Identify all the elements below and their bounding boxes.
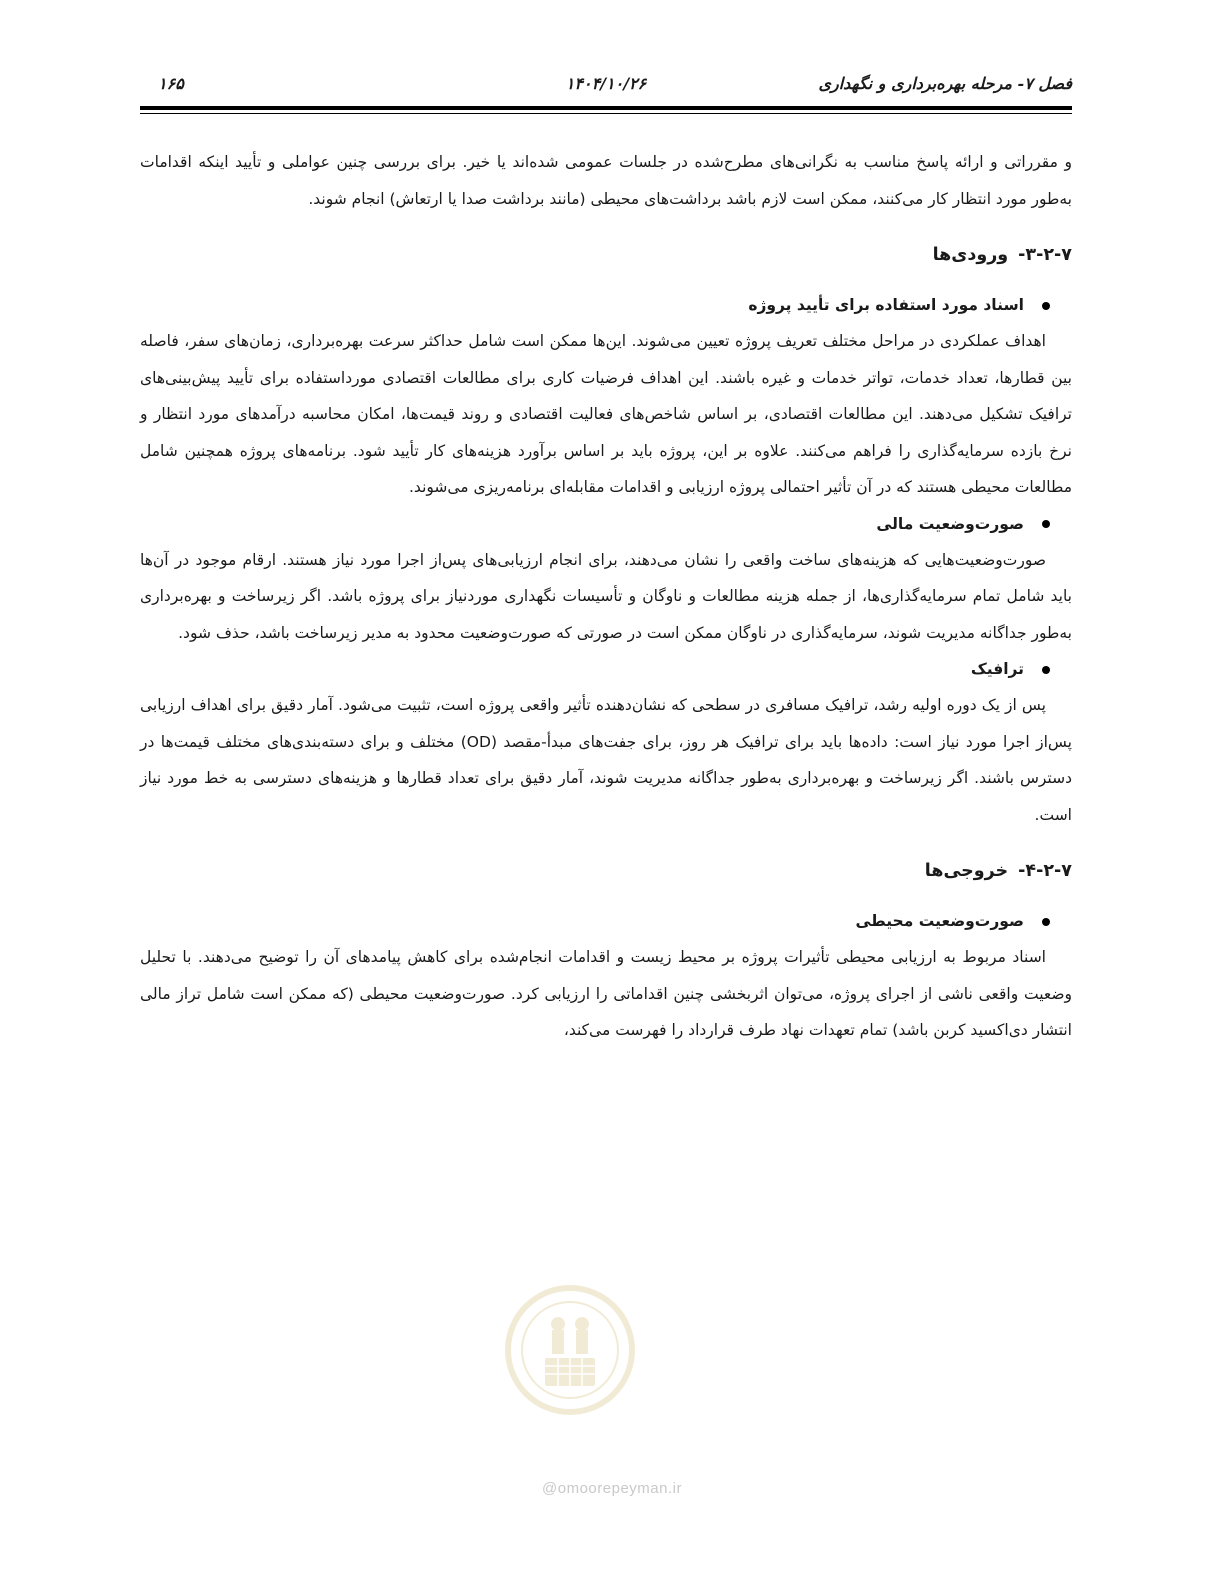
section-number: ۴-۲-۷- [1018, 861, 1072, 881]
bullet-paragraph: صورت‌وضعیت‌هایی که هزینه‌های ساخت واقعی را نشان می‌دهند، برای انجام ارزیابی‌های پس‌از اجرا مورد نیاز هستند. ارقام موجود در آن‌ها باید شامل تمام سرمایه‌گذاری‌ها، از جمله هزینه مطالعات و ناوگان و تأسیسات نگهداری موردنیاز برای پروژه باشد. اگر زیرساخت و بهره‌برداری به‌طور جداگانه مدیریت شوند، سرمایه‌گذاری در ناوگان ممکن است در صورتی که صورت‌وضعیت محدود به مدیر زیرساخت باشد، حذف شود. [140, 550, 1072, 642]
section-title: خروجی‌ها [924, 861, 1009, 881]
watermark-text: @omoorepeyman.ir [542, 1480, 682, 1497]
header-rule-thick [140, 106, 1072, 110]
watermark-logo-icon [500, 1270, 640, 1440]
bullet-paragraph: پس از یک دوره اولیه رشد، ترافیک مسافری در سطحی که نشان‌دهنده تأثیر واقعی پروژه است، تثبیت می‌شود. آمار دقیق برای اهداف ارزیابی پس‌از اجرا مورد نیاز است: داده‌ها باید برای ترافیک هر روز، برای جفت‌های مبدأ-مقصد (OD) مختلف و برای دسته‌بندی‌های مختلف قیمت‌ها در دسترس باشند. اگر زیرساخت و بهره‌برداری به‌طور جداگانه مدیریت شوند، آمار دقیق برای تعداد قطارها و هزینه‌های دسترسی به خط مورد نیاز است. [140, 696, 1072, 824]
bullet-heading [140, 903, 1050, 939]
bullet-heading [140, 651, 1050, 687]
bullet-title: ترافیک [970, 660, 1024, 678]
chapter-title: فصل ۷- مرحله بهره‌برداری و نگهداری [818, 74, 1072, 93]
bullet-heading [140, 506, 1050, 542]
bullet-paragraph: اهداف عملکردی در مراحل مختلف تعریف پروژه تعیین می‌شوند. این‌ها ممکن است شامل حداکثر سرعت بهره‌برداری، زمان‌های سفر، فاصله بین قطارها، تعداد خدمات، تواتر خدمات و غیره باشند. این اهداف فرضیات کاری برای مطالعات اقتصادی مورداستفاده برای تأیید پیش‌بینی‌های ترافیک تشکیل می‌دهند. این مطالعات اقتصادی، بر اساس شاخص‌های فعالیت اقتصادی و روند قیمت‌ها، امکان محاسبه درآمدهای مورد انتظار و نرخ بازده سرمایه‌گذاری را فراهم می‌کنند. علاوه بر این، پروژه باید بر اساس برآورد هزینه‌های کار تأیید شود. برنامه‌های پروژه همچنین شامل مطالعات محیطی هستند که در آن تأثیر احتمالی پروژه ارزیابی و اقدامات مقابله‌ای برنامه‌ریزی می‌شوند. [140, 332, 1072, 496]
bullet-paragraph: اسناد مربوط به ارزیابی محیطی تأثیرات پروژه بر محیط زیست و اقدامات انجام‌شده برای کاهش پیامدهای آن را توضیح می‌دهند. با تحلیل وضعیت واقعی ناشی از اجرای پروژه، می‌توان اثربخشی چنین اقداماتی را ارزیابی کرد. صورت‌وضعیت محیطی (که ممکن است شامل تراز مالی انتشار دی‌اکسید کربن باشد) تمام تعهدات نهاد طرف قرارداد را فهرست می‌کند، [140, 948, 1072, 1039]
bullet-dot-icon [1042, 520, 1050, 528]
header-date: ۱۴۰۴/۱۰/۲۶ [565, 74, 647, 93]
bullet-dot-icon [1042, 302, 1050, 310]
section-heading-inputs [140, 237, 1072, 273]
bullet-dot-icon [1042, 918, 1050, 926]
section-title: ورودی‌ها [932, 245, 1009, 265]
bullet-heading [140, 287, 1050, 323]
bullet-title: صورت‌وضعیت محیطی [855, 912, 1024, 930]
bullet-title: اسناد مورد استفاده برای تأیید پروژه [748, 296, 1024, 314]
bullet-title: صورت‌وضعیت مالی [876, 514, 1024, 533]
page-number: ۱۶۵ [158, 74, 184, 93]
intro-paragraph: و مقرراتی و ارائه پاسخ مناسب به نگرانی‌های مطرح‌شده در جلسات عمومی شده‌اند یا خیر. برای بررسی چنین عواملی و تأیید اینکه اقدامات به‌طور مورد انتظار کار می‌کنند، ممکن است لازم باشد برداشت‌های محیطی (مانند برداشت صدا یا ارتعاش) انجام شوند. [140, 153, 1072, 208]
bullet-dot-icon [1042, 666, 1050, 674]
page-header [140, 74, 1072, 104]
document-body [140, 144, 1072, 1049]
section-heading-outputs [140, 853, 1072, 889]
header-rule-thin [140, 113, 1072, 114]
section-number: ۳-۲-۷- [1018, 245, 1072, 265]
